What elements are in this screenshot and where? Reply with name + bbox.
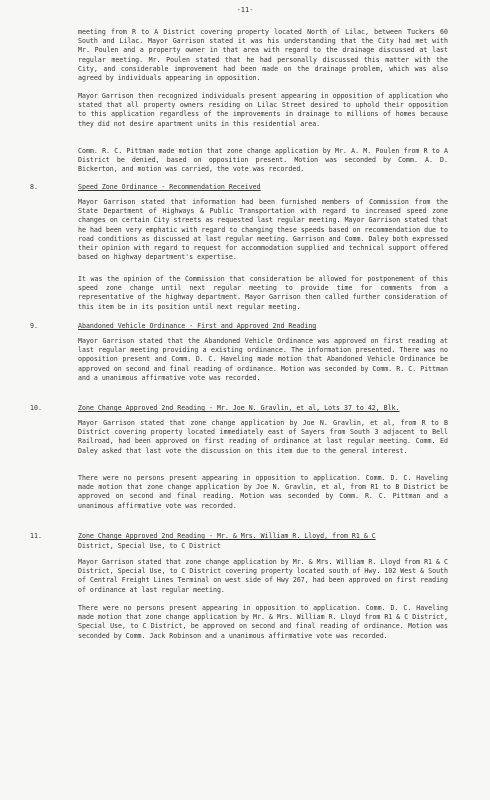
paragraph: Comm. R. C. Pittman made motion that zone change application by Mr. A. M. Poulen from R to A District be denied, based on opposition present. Motion was seconded by Comm. A. D. Bickerton, and motion was carried, the vote was recorded. — [78, 147, 448, 174]
paragraph: There were no persons present appearing in opposition to application. Comm. D. C. Haveling made motion that zone change application by Joe N. Gravlin, et al, from R1 to B District be approved on second and final reading. Motion was seconded by Comm. R. C. Pittman and a unanimous affirmative vote was recorded. — [78, 474, 448, 510]
paragraph: Mayor Garrison then recognized individuals present appearing in opposition of application who stated that all property owners residing on Lilac Street desired to uphold their opposition to this application regardless of the improvements in drainage to millions of homes because they did not desire apartment units in this residential area. — [78, 92, 448, 128]
section-heading: Abandoned Vehicle Ordinance - First and Approved 2nd Reading — [78, 322, 317, 330]
paragraph: There were no persons present appearing in opposition to application. Comm. D. C. Haveling made motion that zone change application by Mr. & Mrs. William R. Lloyd from R1 & C District, Special Use, to C District, be approved on second and final reading of ordinance. Motion was seconded by Comm. Jack Robinson and a unanimous affirmative vote was recorded. — [78, 604, 448, 640]
paragraph: It was the opinion of the Commission that consideration be allowed for postponement of this speed zone change until next regular meeting to provide time for comments from a representative of the highway department. Mayor Garrison then called further consideration of this item be in its position until next regular meeting. — [78, 275, 448, 311]
item-number: 11. — [30, 532, 42, 540]
section-subheading: District, Special Use, to C District — [78, 542, 221, 550]
paragraph: Mayor Garrison stated that zone change application by Joe N. Gravlin, et al, from R to B District covering property located immediately east of Sayers from South 3 adjacent to Bell Railroad, had been approved on first reading of ordinance at last regular meeting. Comm. Ed Daley asked that last vote the discussion on this item due to the general interest. — [78, 419, 448, 455]
paragraph: Mayor Garrison stated that information had been furnished members of Commission from the State Department of Highways & Public Transportation with regard to increased speed zone changes on certain City streets as requested last regular meeting. Mayor Garrison stated that he had been very emphatic with regard to changing these speeds based on recommendation due to road conditions as discussed at last regular meeting. Garrison and Comm. Daley both expressed their opinion with regard to request for accommodation supplied and technical support offered based on highway department's expertise. — [78, 198, 448, 262]
section-heading: Zone Change Approved 2nd Reading - Mr. Joe N. Gravlin, et al, Lots 37 to 42, Blk. — [78, 404, 400, 412]
item-number: 10. — [30, 404, 42, 412]
page-number: -11- — [236, 6, 254, 14]
paragraph: meeting from R to A District covering property located North of Lilac, between Tuckers 60 South and Lilac. Mayor Garrison stated it was his understanding that the City had met with Mr. Poulen and a property owner in that area with regard to the drainage discussed at last regular meeting. Mr. Poulen stated that he had personally discussed this matter with the City, and considerable improvement had been made on the drainage problem, which was also agreed by individuals appearing in opposition. — [78, 28, 448, 83]
paragraph: Mayor Garrison stated that zone change application by Mr. & Mrs. William R. Lloyd from R1 & C District, Special Use, to C District covering property located south of Hwy. 102 West & South of Central Freight Lines Terminal on west side of Hwy 267, had been approved on first reading of ordinance at last regular meeting. — [78, 558, 448, 594]
item-number: 9. — [30, 322, 38, 330]
paragraph: Mayor Garrison stated that the Abandoned Vehicle Ordinance was approved on first reading at last regular meeting providing a existing ordinance. The information presented. There was no opposition present and Comm. D. C. Haveling made motion that Abandoned Vehicle Ordinance be approved on second and final reading of ordinance. Motion was seconded by Comm. R. C. Pittman and a unanimous affirmative vote was recorded. — [78, 337, 448, 382]
section-heading: Speed Zone Ordinance - Recommendation Received — [78, 183, 261, 191]
section-heading: Zone Change Approved 2nd Reading - Mr. & Mrs. William R. Lloyd, from R1 & C — [78, 532, 376, 540]
item-number: 8. — [30, 183, 38, 191]
